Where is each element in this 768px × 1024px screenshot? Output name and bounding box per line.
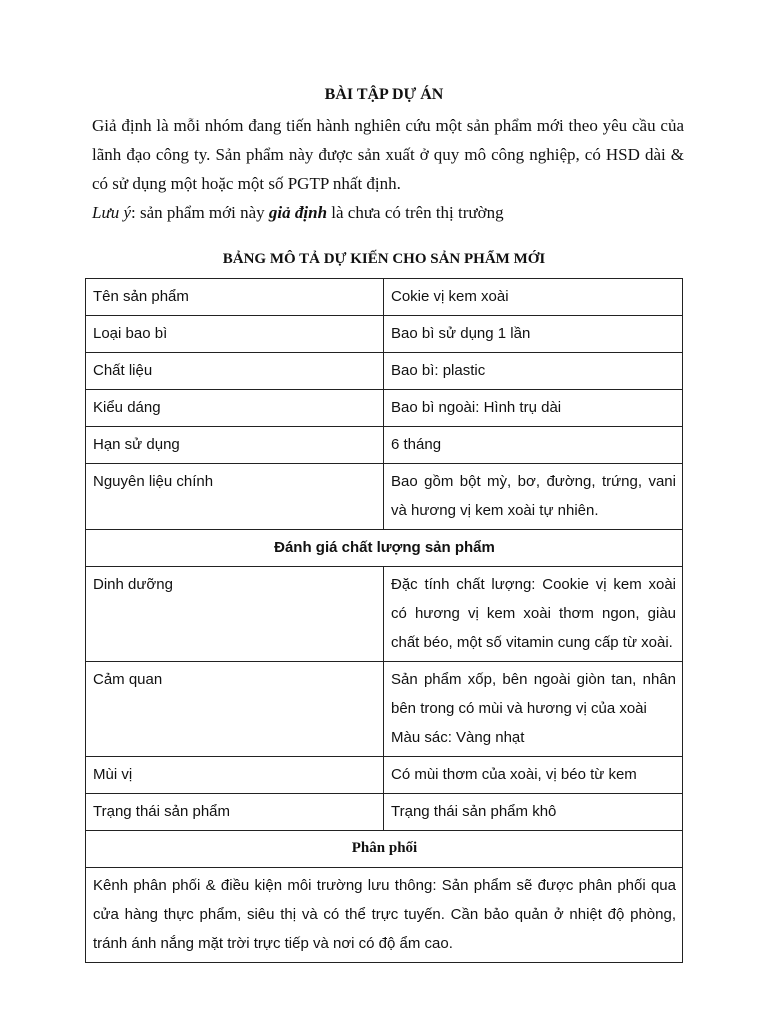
- row-value: 6 tháng: [384, 427, 683, 464]
- table-row: [86, 868, 683, 963]
- row-value: [384, 662, 683, 757]
- row-value-line: Sản phẩm xốp, bên ngoài giòn tan, nhân bên trong có mùi và hương vị của xoài: [391, 671, 676, 717]
- row-label: Trạng thái sản phẩm: [86, 794, 384, 831]
- table-row: [86, 794, 683, 831]
- row-label: Nguyên liệu chính: [86, 464, 384, 530]
- table-row: [86, 279, 683, 316]
- table-row: [86, 390, 683, 427]
- table-row: [86, 662, 683, 757]
- row-value: Bao bì ngoài: Hình trụ dài: [384, 390, 683, 427]
- section-heading-quality: Đánh giá chất lượng sản phẩm: [86, 530, 683, 567]
- row-value: Cokie vị kem xoài: [384, 279, 683, 316]
- row-value: Trạng thái sản phẩm khô: [384, 794, 683, 831]
- row-label: Tên sản phẩm: [86, 279, 384, 316]
- intro-paragraph: Giả định là mỗi nhóm đang tiến hành nghiên cứu một sản phẩm mới theo yêu cầu của lãnh đạo công ty. Sản phẩm này được sản xuất ở quy mô công nghiệp, có HSD dài & có sử dụng một hoặc một số PGTP nhất định.: [92, 116, 684, 193]
- row-label: Hạn sử dụng: [86, 427, 384, 464]
- table-row: [86, 464, 683, 530]
- note-emphasis: giả định: [268, 203, 328, 222]
- section-heading-distribution: Phân phối: [86, 831, 683, 868]
- row-value-line: Màu sác: Vàng nhạt: [391, 729, 525, 746]
- row-value: Đặc tính chất lượng: Cookie vị kem xoài có hương vị kem xoài thơm ngon, giàu chất béo, một số vitamin cung cấp từ xoài.: [384, 567, 683, 662]
- section-row-distribution: [86, 831, 683, 868]
- document-title: BÀI TẬP DỰ ÁN: [324, 86, 444, 103]
- table-row: [86, 757, 683, 794]
- product-spec-table: [85, 278, 683, 963]
- distribution-text: Kênh phân phối & điều kiện môi trường lưu thông: Sản phẩm sẽ được phân phối qua cửa hàng thực phẩm, siêu thị và có thể trực tuyến. Cần bảo quản ở nhiệt độ phòng, tránh ánh nắng mặt trời trực tiếp và nơi có độ ẩm cao.: [86, 868, 683, 963]
- table-row: [86, 316, 683, 353]
- row-value: Có mùi thơm của xoài, vị béo từ kem: [384, 757, 683, 794]
- table-row: [86, 427, 683, 464]
- note-tail: là chưa có trên thị trường: [327, 203, 504, 222]
- row-value: Bao bì: plastic: [384, 353, 683, 390]
- note-label: Lưu ý: [92, 203, 132, 222]
- note-text: : sản phẩm mới này: [131, 203, 269, 222]
- note-line: [92, 198, 684, 227]
- row-label: Dinh dưỡng: [86, 567, 384, 662]
- row-label: Chất liệu: [86, 353, 384, 390]
- row-label: Loại bao bì: [86, 316, 384, 353]
- row-label: Kiểu dáng: [86, 390, 384, 427]
- table-row: [86, 353, 683, 390]
- section-row-quality: [86, 530, 683, 567]
- table-title: BẢNG MÔ TẢ DỰ KIẾN CHO SẢN PHẨM MỚI: [222, 251, 546, 267]
- row-label: Cảm quan: [86, 662, 384, 757]
- row-label: Mùi vị: [86, 757, 384, 794]
- row-value: Bao gồm bột mỳ, bơ, đường, trứng, vani và hương vị kem xoài tự nhiên.: [384, 464, 683, 530]
- intro-block: [92, 111, 684, 227]
- row-value: Bao bì sử dụng 1 lần: [384, 316, 683, 353]
- table-row: [86, 567, 683, 662]
